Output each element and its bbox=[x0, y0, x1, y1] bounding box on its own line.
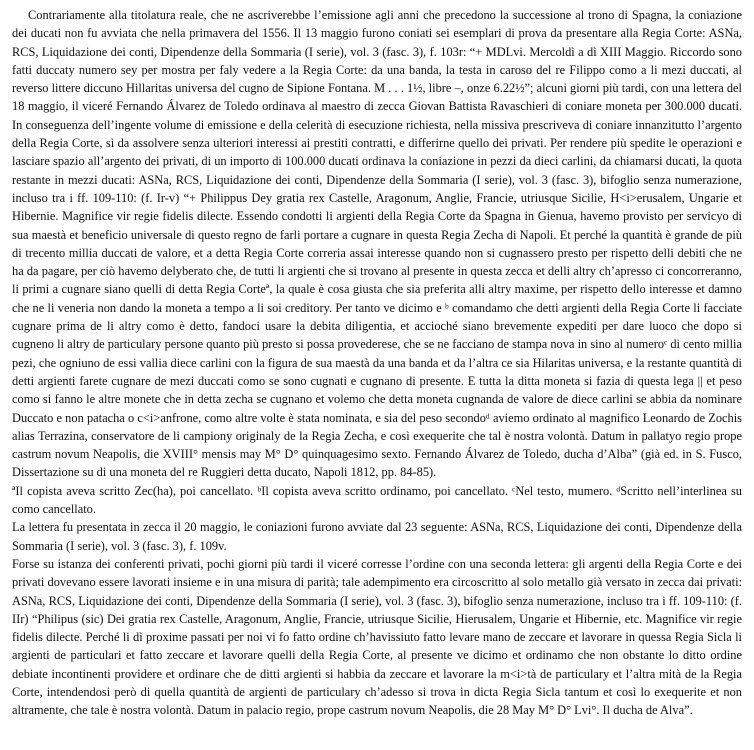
body-paragraph-1: Contrariamente alla titolatura reale, che ne ascriverebbe l’emissione agli anni che precedono la successione al trono di Spagna, la coniazione dei ducati non fu avviata che nella primavera del 1556. Il 13 maggio furono coniati sei esemplari di prova da presentare alla Regia Corte: ASNa, RCS, Liquidazione dei conti, Dipendenze della Sommaria (I serie), vol. 3 (fasc. 3), f. 103r: “+ MDLvi. Mercoldì a dì XIII Maggio. Riccordo sono fatti duccaty numero sey per mostra per faly vedere a la Regia Corte: da una banda, la testa in caroso del re Filippo como a li mezi duccati, al reverso littere diccuno Hillaritas universa del cugno de Sipione Fontana. M . . . 1½, libre –, onze 6.22½”; alcuni giorni più tardi, con una lettera del 18 maggio, il viceré Fernando Álvarez de Toledo ordinava al maestro di zecca Giovan Battista Ravaschieri di coniare moneta per 300.000 ducati. In conseguenza dell’ingente volume di emissione e della celerità di esecuzione richiesta, nella missiva prescriveva di coniare innanzitutto l’argento della Regia Corte, sì da assolvere senza ulteriori interessi ai prestiti contratti, e differirne quello dei privati. Per rendere più spedite le operazioni e lasciare spazio all’argento dei privati, di un importo di 100.000 ducati ordinava la coniazione in pezzi da dieci carlini, da chiamarsi ducati, la quota restante in mezzi ducati: ASNa, RCS, Liquidazione dei conti, Dipendenze della Sommaria (I serie), vol. 3 (fasc. 3), bifoglio senza numerazione, incluso tra i ff. 109-110: (f. Ir-v) “+ Philippus Dey gratia rex Castelle, Aragonum, Anglie, Francie, utriusque Sicilie, H<i>erusalem, Ungarie et Hibernie. Magnifice vir regie fidelis dilecte. Essendo condotti li argienti della Regia Corte da Spagna in Gienua, havemo provisto per servicyo di sua maestà et beneficio universale di questo regno de farli portare a cugnare in questa Regia Zecha di Napoli. Et perché la quantità è grande de più di trecento millia duccati de valore, et a detta Regia Corte correria assai interesse quando non si cugnassero presto per rispetto delli debiti che ne ha da pagare, per ciò havemo delyberato che, de tutti li argienti che si trovano al presente in questa zecca et delli altry ch’apresso ci concorreranno, li primi a cugnare siano quelli di detta Regia Corteª, la quale è cosa giusta che sia preferita alli altry maxime, per rispetto dello interesse et damno che ne li veneria non dando la moneta a tempo a li soi creditory. Per tanto ve dicimo e ᵇ comandamo che detti argienti della Regia Corte li facciate cugnare prima de li altry como è detto, fandoci usare la debita diligentia, et accioché siano brevemente expediti per dare luoco che dopo si cugneno li altry de particulary persone quanto più presto si possa provederese, che se ne facciano de stampa nova in sino al numeroᶜ di cento millia pezi, che ogniuno de essi vallia diece carlini con la figura de sua maestà da una banda et da l’altra ce sia Hilaritas universa, e la restante quantità di detti argienti farete cugnare de mezi duccati como se sono cugnati e cugnano di presente. E tutta la ditta moneta si fazia di questa lega || et peso como si fanno le altre monete che in detta zecha se cugnano et volemo che detta moneta cugnanda de valore de diece carlini se abbia da nominare Duccato e non patacha o c<i>anfrone, como altre volte è stata nominata, e sia del peso secondoᵈ aviemo ordinato al magnifico Leonardo de Zochis alias Terrazina, conservatore de li campiony originaly de la Regia Zecha, e così exequerite che tal è nostra volontà. Datum in pallatyo regio prope castrum novum Neapolis, die XVIII° mensis may M° D° quinquagesimo sexto. Fernando Álvarez de Toledo, ducha d’Alba” (già ed. in S. Fusco, Dissertazione su di una moneta del re Ruggieri detta ducato, Napoli 1812, pp. 84-85). bbox=[12, 8, 742, 480]
footnotes: ªIl copista aveva scritto Zec(ha), poi cancellato. ᵇIl copista aveva scritto ordinamo, poi cancellato. ᶜNel testo, mumero. ᵈScritto nell’interlinea su como cancellato. bbox=[12, 483, 742, 517]
body-paragraph-2: La lettera fu presentata in zecca il 20 maggio, le coniazioni furono avviate dal 23 seguente: ASNa, RCS, Liquidazione dei conti, Dipendenze della Sommaria (I serie), vol. 3 (fasc. 3), f. 109v. bbox=[12, 520, 742, 553]
body-paragraph-3: Forse su istanza dei conferenti privati, pochi giorni più tardi il viceré corresse l’ordine con una seconda lettera: gli argenti della Regia Corte e dei privati dovevano essere lavorati insieme e in una misura di parità; tale adempimento era circoscritto al solo metallo già versato in zecca dai privati: ASNa, RCS, Liquidazione dei conti, Dipendenze della Sommaria (I serie), vol. 3 (fasc. 3), bifoglio senza numerazione, incluso tra i ff. 109-110: (f. IIr) “Philipus (sic) Dei gratia rex Castelle, Aragonum, Anglie, Francie, utriusque Sicilie, Hierusalem, Ungarie et Hibernie, etc. Magnifice vir regie fidelis dilecte. Perché li dì proxime passati per noi vi fo fatto ordine ch’havissiuto fatto levare mano de zeccare et lavorare in quessa Regia Sicla li argienti de particulari et fatto zeccare et lavorare quelli della Regia Corte, al presente ve dicimo et ordinamo che non obstante lo ditto ordine debiate incontinenti providere et ordinare che de ditti argienti si habbia da zeccare et lavorare la m<i>tà de particulary et l’altra mità de la Regia Corte, intendendosi però di quella quantità de argienti de particulary ch’adesso si trova in dicta Regia Sicla tantum et così lo exequerite et non altramente, che tale è nostra volontà. Datum in palacio regio, prope castrum novum Neapolis, die 28 May M° D° Lvi°. Il ducha de Alva”. bbox=[12, 556, 742, 718]
